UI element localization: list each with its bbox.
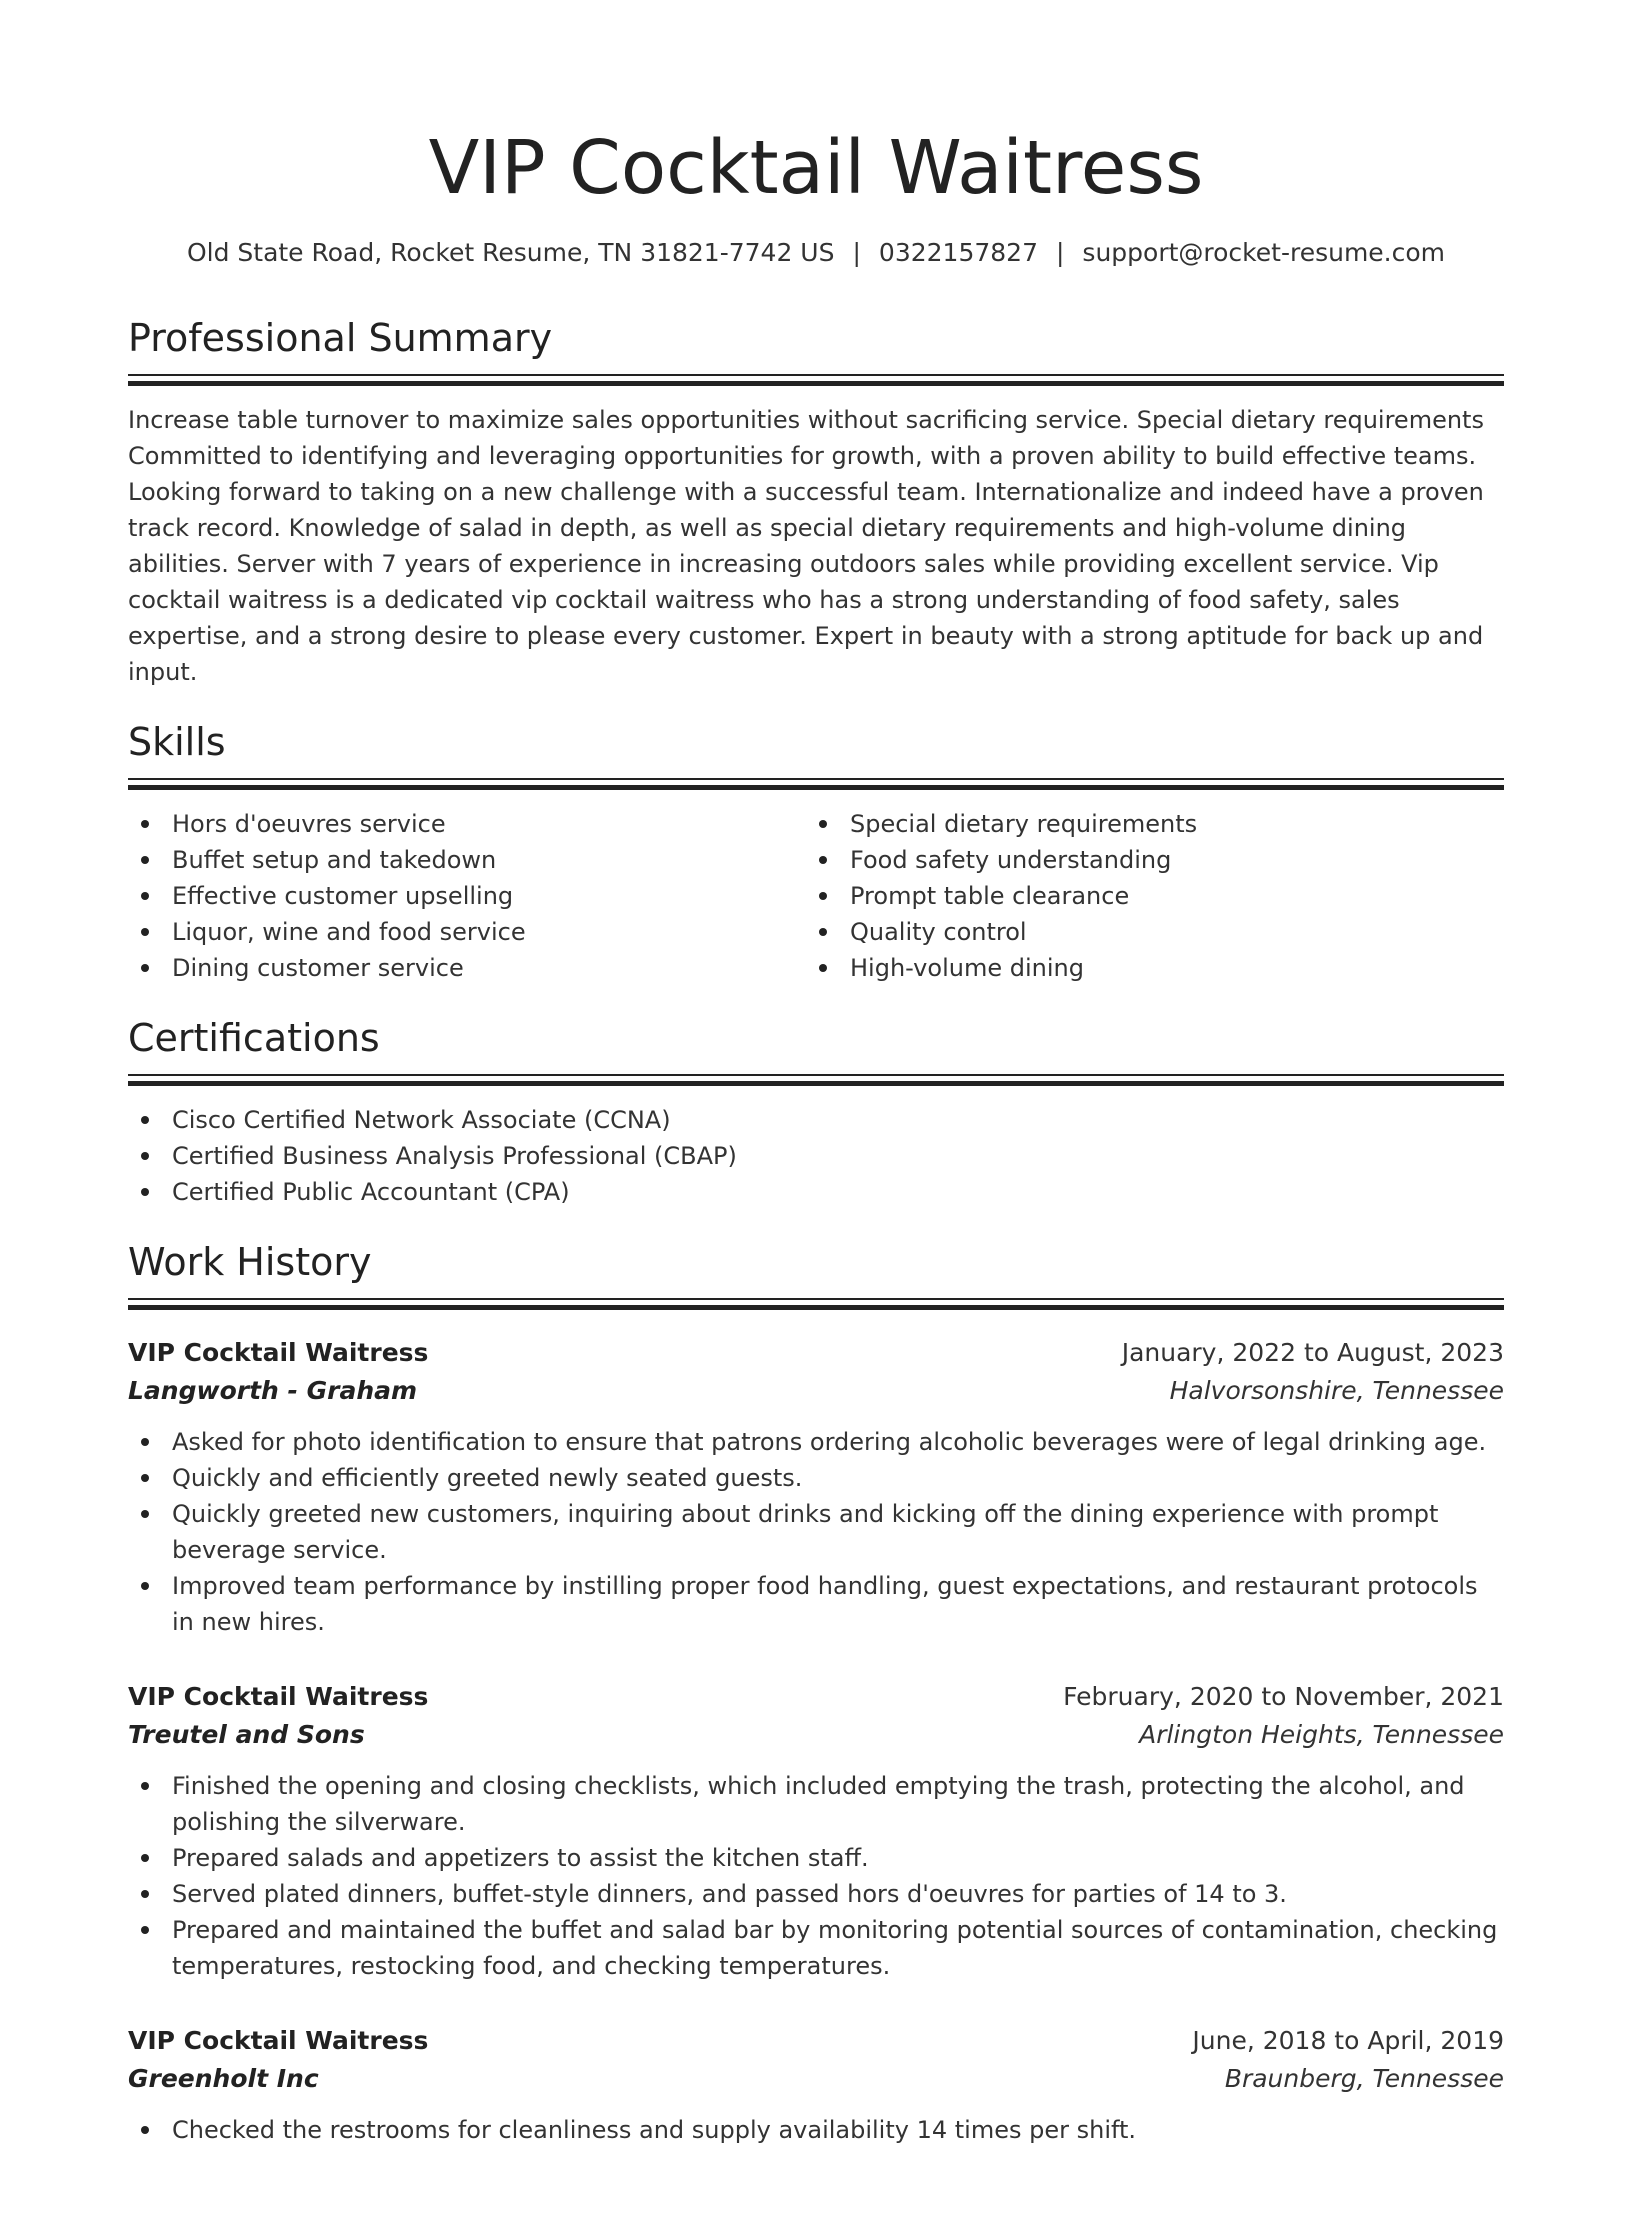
certification-item: Certified Public Accountant (CPA)	[128, 1174, 1504, 1210]
skill-item: Buffet setup and takedown	[128, 842, 806, 878]
job-duty-item: Improved team performance by instilling proper food handling, guest expectations, and restaurant protocols in new hires.	[128, 1568, 1504, 1640]
job-title: VIP Cocktail Waitress	[128, 1338, 429, 1367]
skill-item: Hors d'oeuvres service	[128, 806, 806, 842]
job-duty-item: Quickly and efficiently greeted newly seated guests.	[128, 1460, 1504, 1496]
contact-email: support@rocket-resume.com	[1082, 238, 1446, 267]
skill-item: Special dietary requirements	[806, 806, 1484, 842]
job-company: Langworth - Graham	[128, 1376, 418, 1405]
skill-item: Dining customer service	[128, 950, 806, 986]
job-duty-item: Prepared and maintained the buffet and salad bar by monitoring potential sources of contamination, checking temperatures, restocking food, and checking temperatures.	[128, 1912, 1504, 1984]
job-header-row	[128, 2022, 1504, 2060]
job-company: Greenholt Inc	[128, 2064, 319, 2093]
contact-phone: 0322157827	[878, 238, 1038, 267]
summary-section	[128, 314, 1504, 690]
work-history-heading: Work History	[128, 1240, 372, 1284]
job-duty-item: Served plated dinners, buffet-style dinners, and passed hors d'oeuvres for parties of 14 to 3.	[128, 1876, 1504, 1912]
contact-separator: |	[852, 238, 861, 267]
job-subheader-row	[128, 2060, 1504, 2098]
job-duty-item: Quickly greeted new customers, inquiring about drinks and kicking off the dining experience with prompt beverage service.	[128, 1496, 1504, 1568]
certifications-list	[128, 1102, 1504, 1210]
contact-line	[128, 236, 1504, 270]
job-location: Arlington Heights, Tennessee	[1139, 1720, 1504, 1749]
skills-columns	[128, 806, 1504, 986]
summary-heading: Professional Summary	[128, 316, 553, 360]
summary-text: Increase table turnover to maximize sales opportunities without sacrificing service. Special dietary requirements Committed to identifying and leveraging opportunities for growth, with a proven ability to build effective teams. Looking forward to taking on a new challenge with a successful team. Internationalize and indeed have a proven track record. Knowledge of salad in depth, as well as special dietary requirements and high-volume dining abilities. Server with 7 years of experience in increasing outdoors sales while providing excellent service. Vip cocktail waitress is a dedicated vip cocktail waitress who has a strong understanding of food safety, sales expertise, and a strong desire to please every customer. Expert in beauty with a strong aptitude for back up and input.	[128, 406, 1484, 686]
section-divider	[128, 778, 1504, 790]
job-subheader-row	[128, 1372, 1504, 1410]
skills-section	[128, 718, 1504, 986]
job-header-row	[128, 1334, 1504, 1372]
job-duty-item: Checked the restrooms for cleanliness and supply availability 14 times per shift.	[128, 2112, 1504, 2148]
resume-name: VIP Cocktail Waitress	[428, 125, 1204, 211]
work-history-section	[128, 1238, 1504, 2148]
job-duties-list	[128, 2112, 1504, 2148]
contact-address: Old State Road, Rocket Resume, TN 31821-7742 US	[186, 238, 835, 267]
job-dates: June, 2018 to April, 2019	[1192, 2026, 1504, 2055]
skills-list-left	[128, 806, 806, 986]
skill-item: Food safety understanding	[806, 842, 1484, 878]
skill-item: High-volume dining	[806, 950, 1484, 986]
job-dates: January, 2022 to August, 2023	[1121, 1338, 1504, 1367]
job-duty-item: Finished the opening and closing checklists, which included emptying the trash, protecting the alcohol, and polishing the silverware.	[128, 1768, 1504, 1840]
job-company: Treutel and Sons	[128, 1720, 365, 1749]
resume-page	[0, 124, 1632, 2236]
section-divider	[128, 374, 1504, 386]
skill-item: Quality control	[806, 914, 1484, 950]
job-location: Braunberg, Tennessee	[1224, 2064, 1504, 2093]
job-entry	[128, 2022, 1504, 2148]
job-entry	[128, 1678, 1504, 1984]
certification-item: Cisco Certified Network Associate (CCNA)	[128, 1102, 1504, 1138]
job-duty-item: Prepared salads and appetizers to assist the kitchen staff.	[128, 1840, 1504, 1876]
job-dates: February, 2020 to November, 2021	[1063, 1682, 1504, 1711]
certification-item: Certified Business Analysis Professional (CBAP)	[128, 1138, 1504, 1174]
job-header-row	[128, 1678, 1504, 1716]
job-subheader-row	[128, 1716, 1504, 1754]
skills-list-right	[806, 806, 1484, 986]
job-duties-list	[128, 1424, 1504, 1640]
job-title: VIP Cocktail Waitress	[128, 2026, 429, 2055]
job-duty-item: Asked for photo identification to ensure that patrons ordering alcoholic beverages were of legal drinking age.	[128, 1424, 1504, 1460]
section-divider	[128, 1074, 1504, 1086]
job-duties-list	[128, 1768, 1504, 1984]
certifications-section	[128, 1014, 1504, 1210]
skills-heading: Skills	[128, 720, 226, 764]
job-title: VIP Cocktail Waitress	[128, 1682, 429, 1711]
skill-item: Prompt table clearance	[806, 878, 1484, 914]
skill-item: Effective customer upselling	[128, 878, 806, 914]
certifications-heading: Certifications	[128, 1016, 380, 1060]
contact-separator: |	[1055, 238, 1065, 267]
skill-item: Liquor, wine and food service	[128, 914, 806, 950]
section-divider	[128, 1298, 1504, 1310]
job-entry	[128, 1334, 1504, 1640]
job-location: Halvorsonshire, Tennessee	[1169, 1376, 1504, 1405]
